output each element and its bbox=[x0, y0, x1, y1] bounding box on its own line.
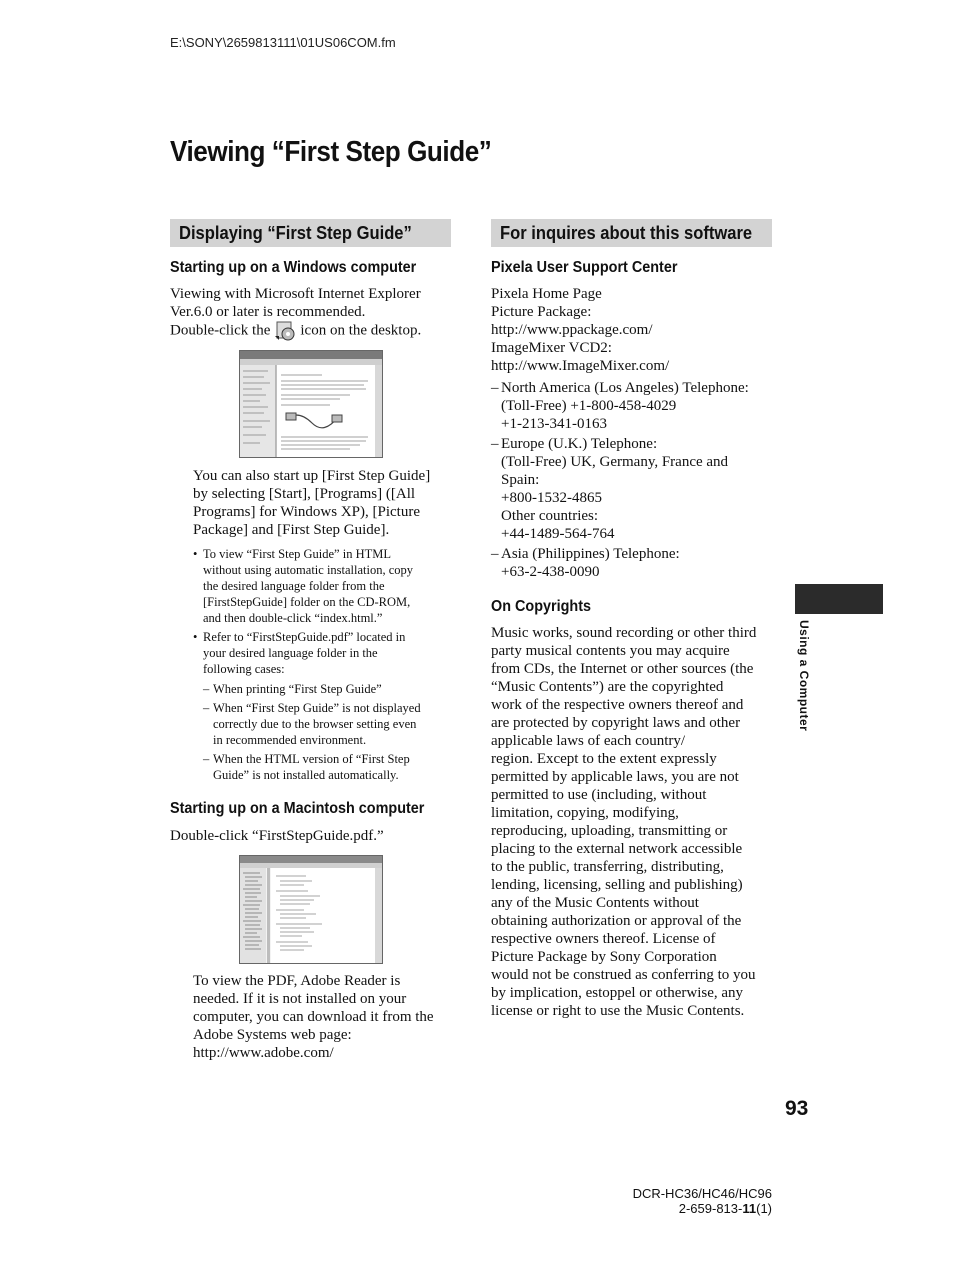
windows-notes bbox=[193, 546, 463, 786]
windows-start-paragraph: You can also start up [First Step Guide] by selecting [Start], [Programs] ([All Programs] for Windows XP), [Picture Package] and [First Step Guide]. bbox=[193, 468, 431, 538]
mac-guide-screenshot bbox=[239, 855, 383, 964]
copyrights-heading: On Copyrights bbox=[491, 598, 591, 615]
chapter-tab-label: Using a Computer bbox=[797, 620, 811, 732]
pdf-cases-list bbox=[193, 681, 463, 783]
note-bullet-html: • To view “First Step Guide” in HTML without using automatic installation, copy the desired language folder from the [FirstStepGuide] folder on the CD-ROM, and then double-click “index.html.” bbox=[193, 546, 463, 626]
model-numbers: DCR-HC36/HC46/HC96 bbox=[632, 1186, 772, 1201]
browser-window-illustration bbox=[240, 351, 382, 457]
mac-instruction: Double-click “FirstStepGuide.pdf.” bbox=[170, 828, 384, 844]
imagemixer-url: http://www.ImageMixer.com/ bbox=[491, 358, 670, 374]
document-code: 2-659-813-11(1) bbox=[678, 1201, 772, 1216]
chapter-tab bbox=[795, 584, 883, 614]
windows-intro: Viewing with Microsoft Internet Explorer Ver.6.0 or later is recommended. Double-click the icon on the desktop. bbox=[170, 285, 460, 341]
support-heading: Pixela User Support Center bbox=[491, 259, 678, 276]
page-title: Viewing “First Step Guide” bbox=[170, 136, 492, 168]
copyrights-paragraph: Music works, sound recording or other third party musical contents you may acquire from CDs, the Internet or other sources (the “Music Contents”) are the copyrighted work of the respective owners thereof and are protected by copyright laws and other applicable laws of each country/ region. Except to the extent expressly permitted by applicable laws, you are not permitted to use (including, without limitation, copying, modifying, reproducing, uploading, transmitting or placing to the external network accessible to the public, transferring, distributing, lending, licensing, selling and publishing) any of the Music Contents without obtaining authorization or approval of the respective owners thereof. License of Picture Package by Sony Corporation would not be construed as conferring to you by implication, estoppel or otherwise, any license or right to use the Music Contents. bbox=[491, 625, 757, 1019]
support-info: Pixela Home Page Picture Package: http://www.ppackage.com/ ImageMixer VCD2: http://www.ImageMixer.com/ – North America (Los Angeles) Telephone: (Toll-Free) +1-800-458-4029 +1-213-341-0163 – Europe (U.K.) Telephone: (Toll-Free) UK, Germany, France and Spain: +800-1532-4865 Other countries: +44-1489-564-764 – Asia (Philippines) Telephone: +63-2-438-0090 bbox=[491, 285, 781, 583]
double-click-instruction: Double-click the icon on the desktop. bbox=[170, 321, 460, 341]
windows-guide-screenshot bbox=[239, 350, 383, 458]
adobe-url: http://www.adobe.com/ bbox=[193, 1045, 334, 1061]
note-bullet-pdf: • Refer to “FirstStepGuide.pdf” located in your desired language folder in the following cases: bbox=[193, 629, 463, 677]
case-not-installed: – When the HTML version of “First Step Guide” is not installed automatically. bbox=[203, 752, 410, 782]
pdf-window-illustration bbox=[240, 856, 382, 963]
model-footer bbox=[633, 1186, 772, 1216]
contact-asia: – Asia (Philippines) Telephone: +63-2-438-0090 bbox=[491, 546, 680, 580]
windows-heading: Starting up on a Windows computer bbox=[170, 259, 417, 276]
contact-europe: – Europe (U.K.) Telephone: (Toll-Free) UK, Germany, France and Spain: +800-1532-4865 Other countries: +44-1489-564-764 bbox=[491, 436, 729, 542]
section-title-displaying: Displaying “First Step Guide” bbox=[179, 223, 412, 243]
contact-north-america: – North America (Los Angeles) Telephone: (Toll-Free) +1-800-458-4029 +1-213-341-0163 bbox=[491, 380, 749, 432]
case-not-displayed: – When “First Step Guide” is not displayed correctly due to the browser setting even in recommended environment. bbox=[203, 701, 421, 747]
section-title-inquiries: For inquires about this software bbox=[500, 223, 753, 243]
ppackage-url: http://www.ppackage.com/ bbox=[491, 322, 653, 338]
page-number: 93 bbox=[785, 1097, 809, 1120]
mac-heading: Starting up on a Macintosh computer bbox=[170, 800, 425, 817]
section-bar-inquiries bbox=[491, 219, 772, 247]
section-bar-displaying bbox=[170, 219, 451, 247]
adobe-reader-paragraph: To view the PDF, Adobe Reader is needed. If it is not installed on your computer, you can download it from the Adobe Systems web page: http://www.adobe.com/ bbox=[193, 972, 463, 1062]
first-step-guide-icon bbox=[274, 321, 296, 341]
case-printing: – When printing “First Step Guide” bbox=[203, 682, 382, 696]
file-path-header: E:\SONY\2659813111\01US06COM.fm bbox=[170, 35, 396, 50]
